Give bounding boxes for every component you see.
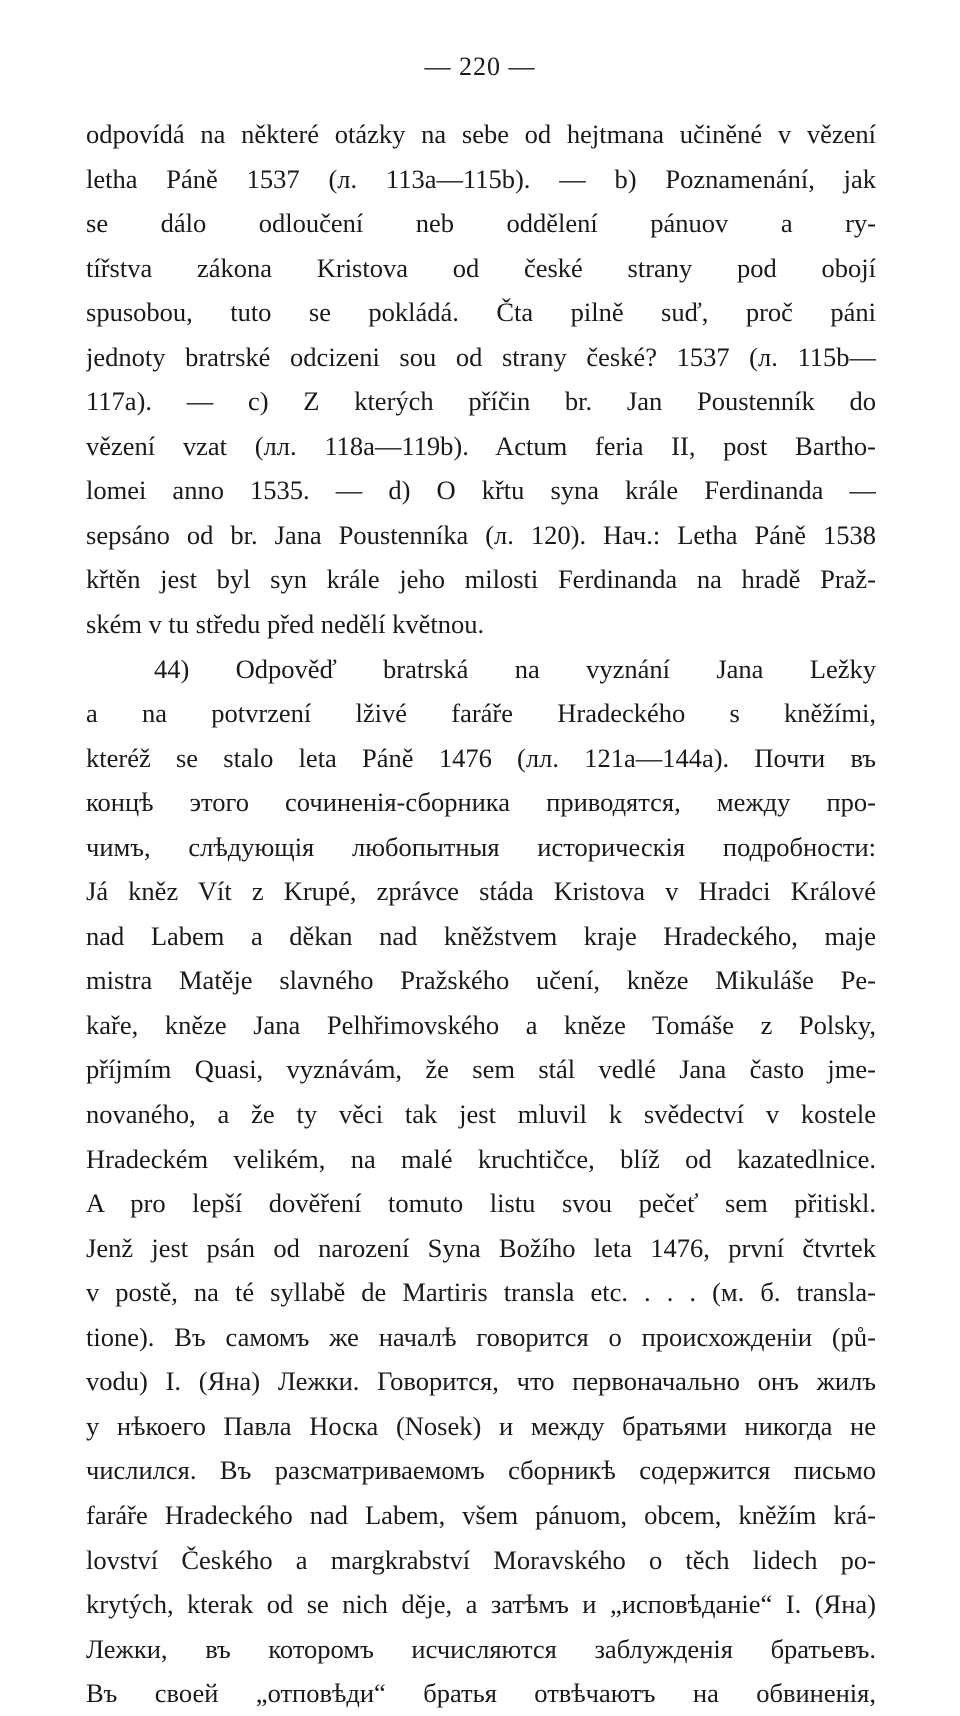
text-line: tířstva zákona Kristova od české strany pod obojí bbox=[86, 252, 876, 283]
page-number: — 220 — bbox=[424, 52, 536, 81]
text-line: mistra Matěje slavného Pražského učení, kněze Mikuláše Pe- bbox=[86, 965, 876, 996]
text-line: a na potvrzení lživé faráře Hradeckého s kněžími, bbox=[86, 698, 876, 729]
text-line: Лежки, въ которомъ исчисляются заблужденія братьевъ. bbox=[86, 1633, 876, 1664]
text-line: vodu) I. (Яна) Лежки. Говорится, что первоначально онъ жилъ bbox=[86, 1366, 876, 1397]
text-line: 117a). — c) Z kterých příčin br. Jan Poustenník do bbox=[86, 386, 876, 417]
text-line: krytých, kterak od se nich děje, a затѣмъ и „исповѣданіе“ I. (Яна) bbox=[86, 1589, 876, 1620]
text-line: Já kněz Vít z Krupé, zprávce stáda Kristova v Hradci Králové bbox=[86, 876, 876, 907]
text-line: lomei anno 1535. — d) O křtu syna krále Ferdinanda — bbox=[86, 475, 876, 506]
text-line: spusobou, tuto se pokládá. Čta pilně suď, proč páni bbox=[86, 297, 876, 328]
text-line: Hradeckém velikém, na malé kruchtičce, blíž od kazatedlnice. bbox=[86, 1143, 876, 1174]
text-line: числился. Въ разсматриваемомъ сборникѣ содержится письмо bbox=[86, 1455, 876, 1486]
text-line: faráře Hradeckého nad Labem, všem pánuom, obcem, kněžím krá- bbox=[86, 1499, 876, 1530]
text-line: kteréž se stalo leta Páně 1476 (лл. 121a—144a). Почти въ bbox=[86, 742, 876, 773]
text-line: křtěn jest byl syn krále jeho milosti Ferdinanda na hradě Praž- bbox=[86, 564, 876, 595]
text-line: A pro lepší dověření tomuto listu svou pečeť sem přitiskl. bbox=[86, 1188, 876, 1219]
text-line: jednoty bratrské odcizeni sou od strany české? 1537 (л. 115b— bbox=[86, 341, 876, 372]
section-heading-line: 44) Odpověď bratrská na vyznání Jana Ležky bbox=[154, 653, 876, 684]
text-line: у нѣкоего Павла Носка (Nosek) и между братьями никогда не bbox=[86, 1410, 876, 1441]
text-line: Въ своей „отповѣди“ братья отвѣчаютъ на обвиненія, bbox=[86, 1678, 876, 1709]
text-line: vězení vzat (лл. 118a—119b). Actum feria II, post Barthо- bbox=[86, 430, 876, 461]
body-text bbox=[86, 112, 876, 1716]
text-line: odpovídá na některé otázky na sebe od hejtmana učiněné v vězení bbox=[86, 119, 876, 149]
text-line: příjmím Quasi, vyznávám, že sem stál vedlé Jana často jme- bbox=[86, 1054, 876, 1085]
text-line: чимъ, слѣдующія любопытныя историческія подробности: bbox=[86, 831, 876, 862]
text-line: концѣ этого сочиненія-сборника приводятся, между про- bbox=[86, 787, 876, 818]
paragraph-end-line: ském v tu středu před nedělí květnou. bbox=[86, 609, 485, 640]
text-line: lovství Českého a margkrabství Moravského o těch lidech po- bbox=[86, 1544, 876, 1575]
text-line: Jenž jest psán od narození Syna Božího leta 1476, první čtvrtek bbox=[86, 1232, 876, 1263]
text-line: letha Páně 1537 (л. 113a—115b). — b) Poznamenání, jak bbox=[86, 163, 876, 194]
text-line: v postě, na té syllabě de Martiris transla etc. . . . (м. б. transla- bbox=[86, 1277, 876, 1308]
text-line: tione). Въ самомъ же началѣ говорится о происхожденіи (pů- bbox=[86, 1321, 876, 1352]
text-line: novaného, a že ty věci tak jest mluvil k svědectví v kostele bbox=[86, 1099, 876, 1130]
text-line: kaře, kněze Jana Pelhřimovského a kněze Tomáše z Polsky, bbox=[86, 1009, 876, 1040]
text-line: nad Labem a děkan nad kněžstvem kraje Hradeckého, maje bbox=[86, 920, 876, 951]
text-line: se dálo odloučení neb oddělení pánuov a ry- bbox=[86, 208, 876, 239]
text-line: sepsáno od br. Jana Poustenníka (л. 120). Нач.: Letha Páně 1538 bbox=[86, 519, 876, 550]
